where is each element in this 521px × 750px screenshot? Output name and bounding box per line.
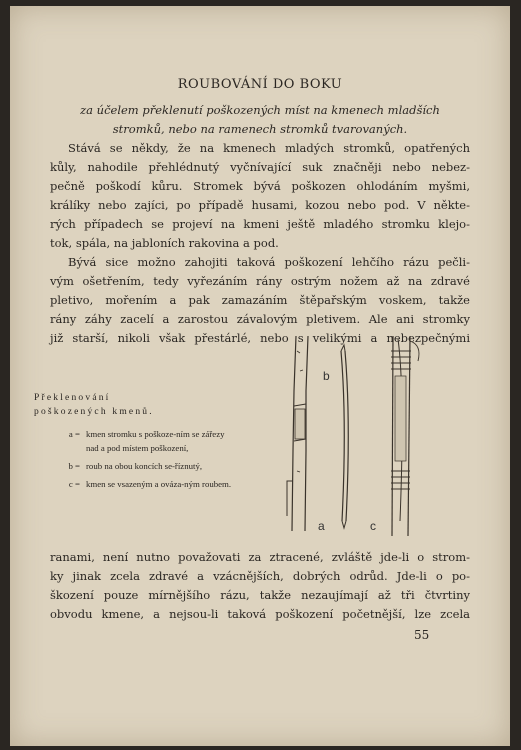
legend-item [34, 427, 254, 455]
body-line: Bývá sice možno zahojiti taková poškození lehčího rázu pečli- [68, 255, 470, 269]
scion-b-drawing [341, 345, 348, 528]
subtitle-line: stromků, nebo na ramenech stromků tvarovaných. [112, 122, 408, 136]
legend-item [34, 459, 254, 473]
body-line: obvodu kmene, a nejsou-li taková poškození početnější, lze zcela [50, 607, 470, 621]
body-line: tok, spála, na jabloních rakovina a pod. [50, 236, 279, 250]
body-line: králíky nebo zajíci, po případě husami, kozou nebo pod. V někte- [50, 198, 470, 212]
section-heading: ROUBOVÁNÍ DO BOKU [177, 77, 343, 92]
illustration-drawing [260, 331, 440, 546]
figure-label-c: c [370, 519, 376, 533]
figure-caption [34, 391, 254, 495]
body-line: rány záhy zacelí a zarostou závalovým pletivem. Ale ani stromky [50, 312, 470, 326]
legend-key: a = [68, 429, 80, 439]
legend-key: c = [68, 479, 80, 489]
body-line: ky jinak zcela zdravé a vzácnějších, dobrých odrůd. Jde-li o po- [50, 569, 470, 583]
legend-key: b = [68, 461, 80, 471]
body-line: kůly, nahodile přehlédnutý vyčnívající suk značněji nebo nebez- [50, 160, 470, 174]
legend-text: kmen se vsazeným a ováza-ným roubem. [86, 479, 232, 489]
caption-legend [34, 427, 254, 491]
caption-title: Překlenování [34, 393, 111, 403]
body-line: pečně poškodí kůru. Stromek bývá poškozen ohlodáním myšmi, [50, 179, 470, 193]
body-line: ranami, není nutno považovati za ztracené, zvláště jde-li o strom- [50, 550, 470, 564]
grafting-illustration [260, 331, 440, 546]
legend-text: kmen stromku s poškoze-ním se zářezy nad a pod místem poškození, [86, 429, 225, 453]
caption-title: poškozených kmenů. [34, 407, 154, 417]
body-line: vým ošetřením, tedy vyřezáním rány ostrým nožem až na zdravé [50, 274, 470, 288]
trunk-c-drawing [391, 336, 419, 536]
body-line: Stává se někdy, že na kmenech mladých stromků, opatřených [68, 141, 470, 155]
legend-text: roub na obou koncích se-říznutý, [86, 461, 203, 471]
figure-label-b: b [323, 369, 330, 383]
body-line: rých případech se projeví na kmeni ještě mladého stromku klejo- [50, 217, 470, 231]
subtitle-line: za účelem překlenutí poškozených míst na kmenech mladších [80, 103, 440, 117]
figure-label-a: a [318, 519, 325, 533]
book-page [10, 6, 510, 746]
body-line: škození pouze mírnějšího rázu, takže nezaujímají až tři čtvrtiny [50, 588, 470, 602]
body-line: již starší, nikoli však přestárlé, nebo s velikými a nebezpečnými [50, 331, 470, 345]
trunk-a-drawing [287, 336, 308, 531]
page-number: 55 [414, 628, 430, 642]
section-subtitle [60, 101, 460, 139]
body-line: pletivo, mořením a pak zamazáním štěpařským voskem, takže [50, 293, 470, 307]
legend-item [34, 477, 254, 491]
